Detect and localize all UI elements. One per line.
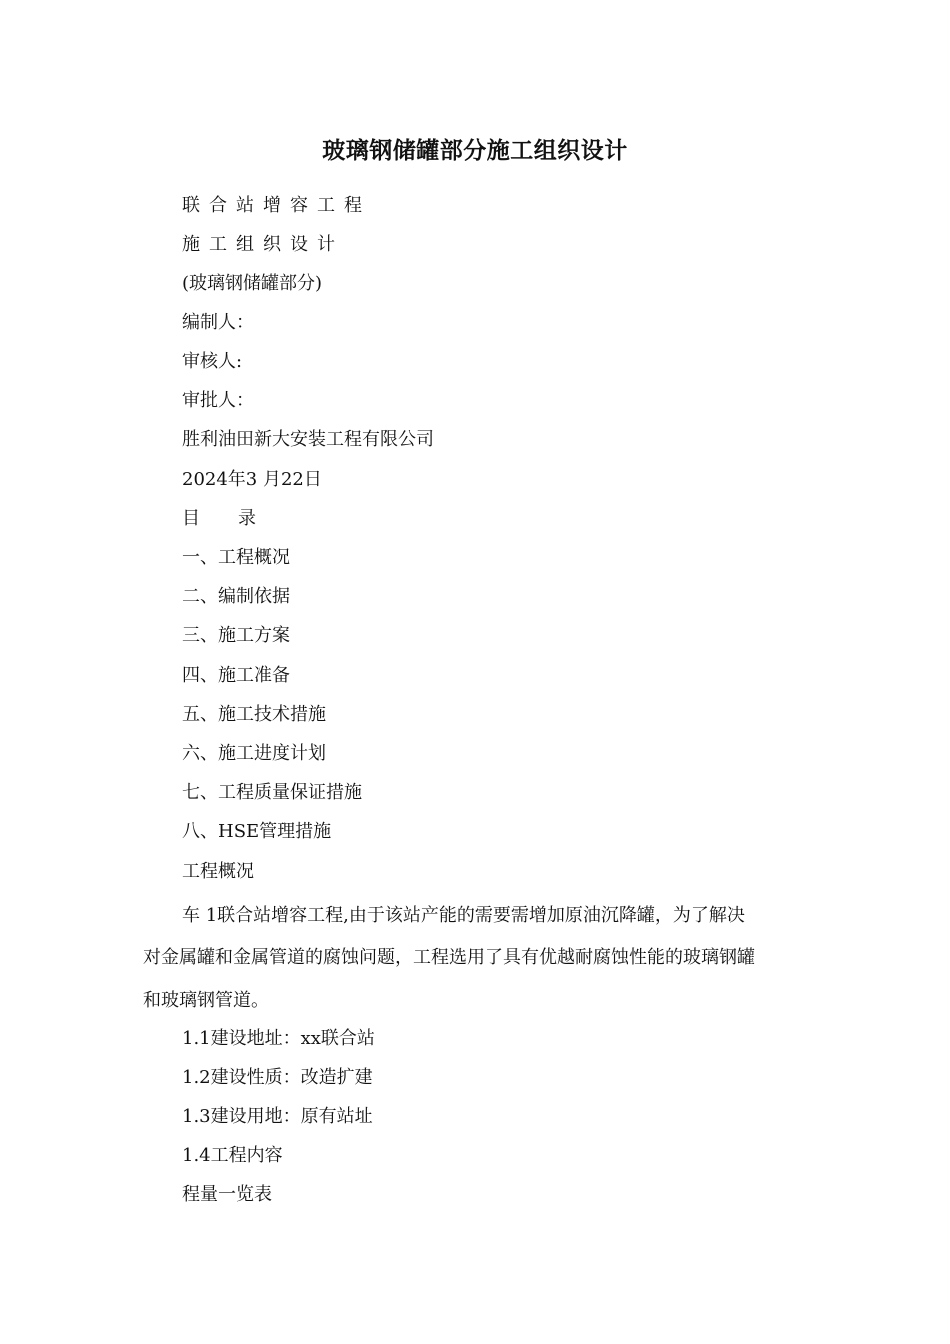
toc-item: 七、工程质量保证措施 (182, 782, 362, 803)
document-title: 玻璃钢储罐部分施工组织设计 (322, 137, 628, 164)
section-item: 1.3建设用地：原有站址 (182, 1106, 373, 1127)
toc-heading-right: 录 (238, 508, 256, 529)
toc-item: 四、施工准备 (182, 665, 290, 686)
toc-item: 五、施工技术措施 (182, 704, 326, 725)
cover-doc-type: 施工组织设计 (182, 234, 344, 255)
cover-date: 2024年3 月22日 (182, 469, 322, 490)
section-item: 程量一览表 (182, 1184, 272, 1205)
cover-project-name: 联合站增容工程 (182, 195, 371, 216)
toc-item: 二、编制依据 (182, 586, 290, 607)
toc-item: 三、施工方案 (182, 625, 290, 646)
cover-reviewer-label: 审核人: (182, 351, 243, 372)
section-item: 1.1建设地址：xx联合站 (182, 1028, 375, 1049)
section-item: 1.2建设性质：改造扩建 (182, 1067, 373, 1088)
cover-company: 胜利油田新大安装工程有限公司 (182, 429, 434, 450)
toc-item: 八、HSE管理措施 (182, 821, 332, 842)
section-paragraph-line: 和玻璃钢管道。 (143, 990, 269, 1011)
section-heading: 工程概况 (182, 861, 254, 882)
section-paragraph-line: 对金属罐和金属管道的腐蚀问题，工程选用了具有优越耐腐蚀性能的玻璃钢罐 (143, 947, 755, 968)
section-paragraph-line: 车 1联合站增容工程,由于该站产能的需要需增加原油沉降罐，为了解决 (182, 905, 745, 926)
section-item: 1.4工程内容 (182, 1145, 283, 1166)
cover-approver-label: 审批人： (182, 390, 254, 411)
cover-part: (玻璃钢储罐部分) (182, 273, 323, 294)
cover-compiler-label: 编制人： (182, 312, 254, 333)
toc-item: 一、工程概况 (182, 547, 290, 568)
toc-heading-left: 目 (182, 508, 200, 529)
toc-item: 六、施工进度计划 (182, 743, 326, 764)
toc-heading (182, 507, 256, 531)
